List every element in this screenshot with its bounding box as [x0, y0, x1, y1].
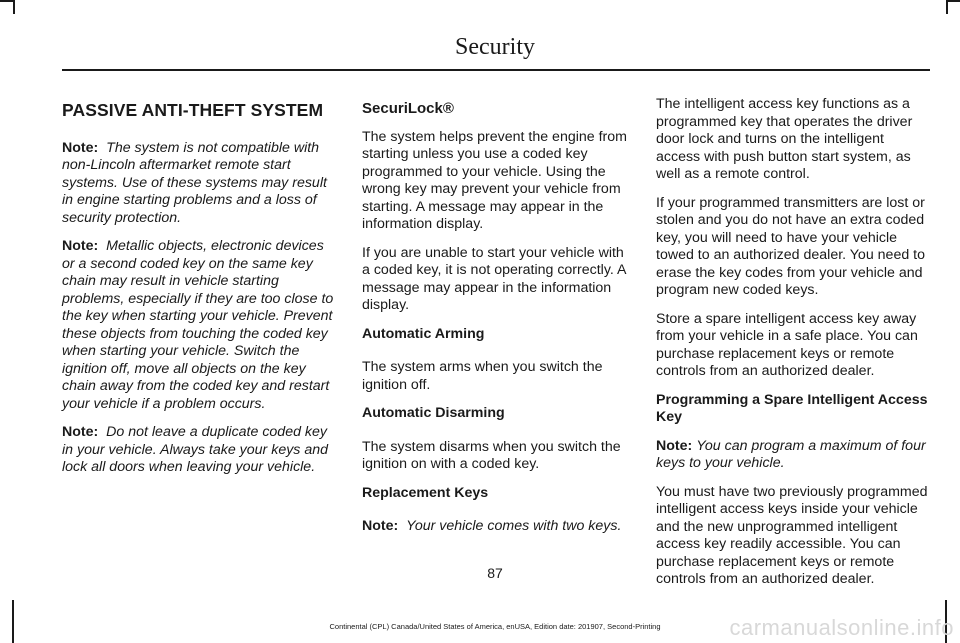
note-text: You can program a maximum of four keys to your vehicle. [656, 437, 926, 471]
body-paragraph: The intelligent access key functions as a programmed key that operates the driver door lock and turns on the intelligent access with push button start system, as well as a remote control. [656, 96, 913, 182]
note-paragraph [656, 438, 930, 473]
note-label: Note: [656, 437, 693, 454]
note-text: Do not leave a duplicate coded key in your vehicle. Always take your keys and lock all doors when leaving your vehicle. [62, 424, 329, 475]
body-paragraph: The system disarms when you switch the ignition on with a coded key. [362, 438, 621, 472]
body-paragraph: If your programmed transmitters are lost or stolen and you do not have an extra coded key, you will need to have your vehicle towed to an authorized dealer. You need to erase the key codes from your vehicle and program new coded keys. [656, 194, 925, 298]
body-paragraph: You must have two previously programmed intelligent access keys inside your vehicle and the new unprogrammed intelligent access key readily accessible. You can purchase replacement keys or remote controls from an authorized dealer. [656, 483, 928, 587]
crop-mark-top-left [0, 0, 14, 2]
page-number: 87 [487, 565, 503, 581]
header-divider [62, 69, 930, 71]
note-text: Your vehicle comes with two keys. [406, 518, 622, 534]
body-paragraph: If you are unable to start your vehicle with a coded key, it is not operating correctly. A message may appear in the information display. [362, 244, 626, 313]
note-paragraph [362, 518, 634, 536]
page-header-title: Security [455, 34, 535, 60]
column-middle [362, 96, 634, 547]
note-paragraph [62, 238, 336, 413]
securilock-heading: SecuriLock® [362, 100, 454, 117]
section-heading: PASSIVE ANTI-THEFT SYSTEM [62, 100, 324, 120]
body-paragraph: The system helps prevent the engine from starting unless you use a coded key programmed to your vehicle. Using the wrong key may prevent your vehicle from starting. A message may appear in the information display. [362, 128, 627, 232]
note-text: The system is not compatible with non-Lincoln aftermarket remote start systems. Use of these systems may result in engine starting problems and a loss of security protection. [62, 139, 327, 226]
note-paragraph [62, 140, 336, 228]
note-label: Note: [62, 139, 99, 156]
crop-mark-top-left-vertical [13, 0, 15, 14]
edition-footer: Continental (CPL) Canada/United States of America, enUSA, Edition date: 201907, Second-Printing [329, 622, 661, 631]
column-right [656, 96, 930, 600]
note-text: Metallic objects, electronic devices or a second coded key on the same key chain may result in vehicle starting problems, especially if they are too close to the key when starting your vehicle. Prevent these objects from touching the coded key when starting your vehicle. Switch the ignition off, move all objects on the key chain away from the coded key and restart your vehicle if a problem occurs. [62, 238, 334, 412]
replacement-keys-heading: Replacement Keys [362, 484, 489, 501]
watermark: carmanualsonline.info [729, 615, 954, 640]
body-paragraph: Store a spare intelligent access key away from your vehicle in a safe place. You can purchase replacement keys or remote controls from an authorized dealer. [656, 310, 918, 379]
automatic-arming-heading: Automatic Arming [362, 325, 485, 342]
note-label: Note: [62, 238, 99, 254]
crop-mark-top-right [946, 0, 960, 2]
note-label: Note: [62, 424, 99, 440]
crop-mark-top-right-vertical [946, 0, 948, 14]
automatic-disarming-heading: Automatic Disarming [362, 405, 505, 421]
note-paragraph [62, 424, 336, 477]
note-label: Note: [362, 518, 399, 534]
column-left [62, 96, 336, 488]
programming-spare-key-heading: Programming a Spare Intelligent Access Key [656, 391, 928, 425]
body-paragraph: The system arms when you switch the ignition off. [362, 359, 603, 393]
